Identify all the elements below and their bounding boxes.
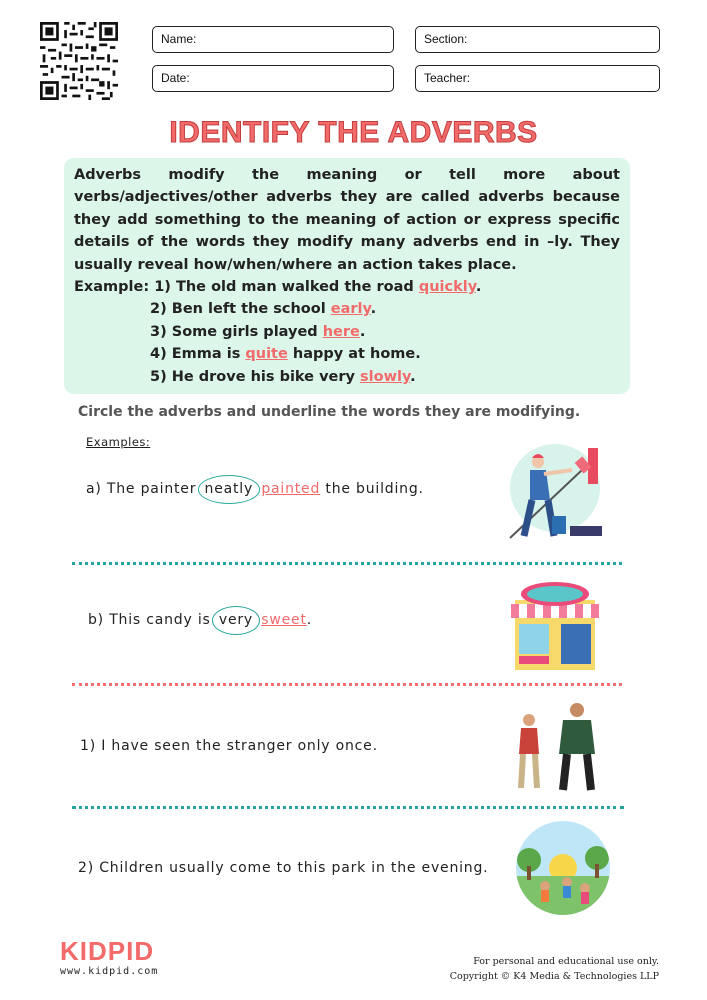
question-2: 2) Children usually come to this park in the evening. bbox=[78, 860, 489, 876]
example-adverb: here bbox=[322, 323, 360, 340]
example-text-end: . bbox=[370, 301, 377, 318]
example-line-3 bbox=[74, 321, 620, 343]
page-title: IDENTIFY THE ADVERBS bbox=[169, 116, 538, 149]
example-adverb: early bbox=[330, 301, 371, 318]
people-illustration bbox=[505, 700, 615, 798]
candy-shop-illustration bbox=[505, 578, 605, 672]
sentence-text-end: the building. bbox=[320, 481, 424, 497]
underlined-word: sweet bbox=[261, 612, 307, 628]
example-text: 1) The old man walked the road bbox=[154, 279, 419, 296]
instruction-text: Circle the adverbs and underline the words they are modifying. bbox=[78, 404, 581, 420]
sentence-text-end: . bbox=[306, 612, 313, 628]
qr-code-graphic bbox=[40, 22, 118, 100]
circled-adverb: very bbox=[216, 612, 256, 628]
example-line-1 bbox=[74, 276, 620, 298]
example-adverb: quickly bbox=[418, 279, 476, 296]
underlined-word: painted bbox=[261, 481, 321, 497]
example-text-end: happy at home. bbox=[287, 346, 421, 363]
definition-box bbox=[64, 158, 630, 394]
teacher-field[interactable]: Teacher: bbox=[415, 65, 660, 92]
qr-code bbox=[40, 22, 118, 100]
divider-teal-2 bbox=[72, 806, 624, 809]
example-adverb: slowly bbox=[360, 368, 411, 385]
divider-teal bbox=[72, 562, 622, 565]
example-text: 3) Some girls played bbox=[150, 323, 323, 340]
date-field[interactable]: Date: bbox=[152, 65, 394, 92]
painter-illustration bbox=[500, 440, 610, 546]
divider-red bbox=[72, 683, 622, 686]
footer-line-2: Copyright © K4 Media & Technologies LLP bbox=[449, 971, 659, 982]
kidpid-logo: KIDPID bbox=[60, 936, 155, 966]
example-text: 4) Emma is bbox=[150, 346, 246, 363]
exercise-a bbox=[86, 481, 424, 497]
example-line-5 bbox=[74, 366, 620, 388]
sentence-text: b) This candy is bbox=[88, 612, 216, 628]
example-text-end: . bbox=[359, 323, 366, 340]
example-line-2 bbox=[74, 298, 620, 320]
section-field[interactable]: Section: bbox=[415, 26, 660, 53]
examples-label: Examples: bbox=[86, 435, 151, 449]
sentence-text: a) The painter bbox=[86, 481, 202, 497]
circled-adverb: neatly bbox=[202, 481, 257, 497]
park-illustration bbox=[515, 820, 611, 916]
example-text: 5) He drove his bike very bbox=[150, 368, 361, 385]
definition-paragraph: Adverbs modify the meaning or tell more about verbs/adjectives/other adverbs they are called adverbs because they add something to the meaning of action or express specific details of the words they modify many adverbs end in –ly. They usually reveal how/when/where an action takes place. bbox=[74, 167, 620, 273]
example-label: Example: bbox=[74, 279, 150, 296]
question-1: 1) I have seen the stranger only once. bbox=[80, 738, 378, 754]
exercise-b bbox=[88, 612, 312, 628]
example-line-4 bbox=[74, 343, 620, 365]
footer-copyright bbox=[450, 954, 659, 984]
footer-url[interactable]: www.kidpid.com bbox=[60, 966, 159, 977]
footer-line-1: For personal and educational use only. bbox=[473, 956, 659, 967]
example-text-end: . bbox=[410, 368, 416, 385]
example-text: 2) Ben left the school bbox=[150, 301, 331, 318]
name-field[interactable]: Name: bbox=[152, 26, 394, 53]
example-adverb: quite bbox=[245, 346, 288, 363]
example-text-end: . bbox=[475, 279, 482, 296]
